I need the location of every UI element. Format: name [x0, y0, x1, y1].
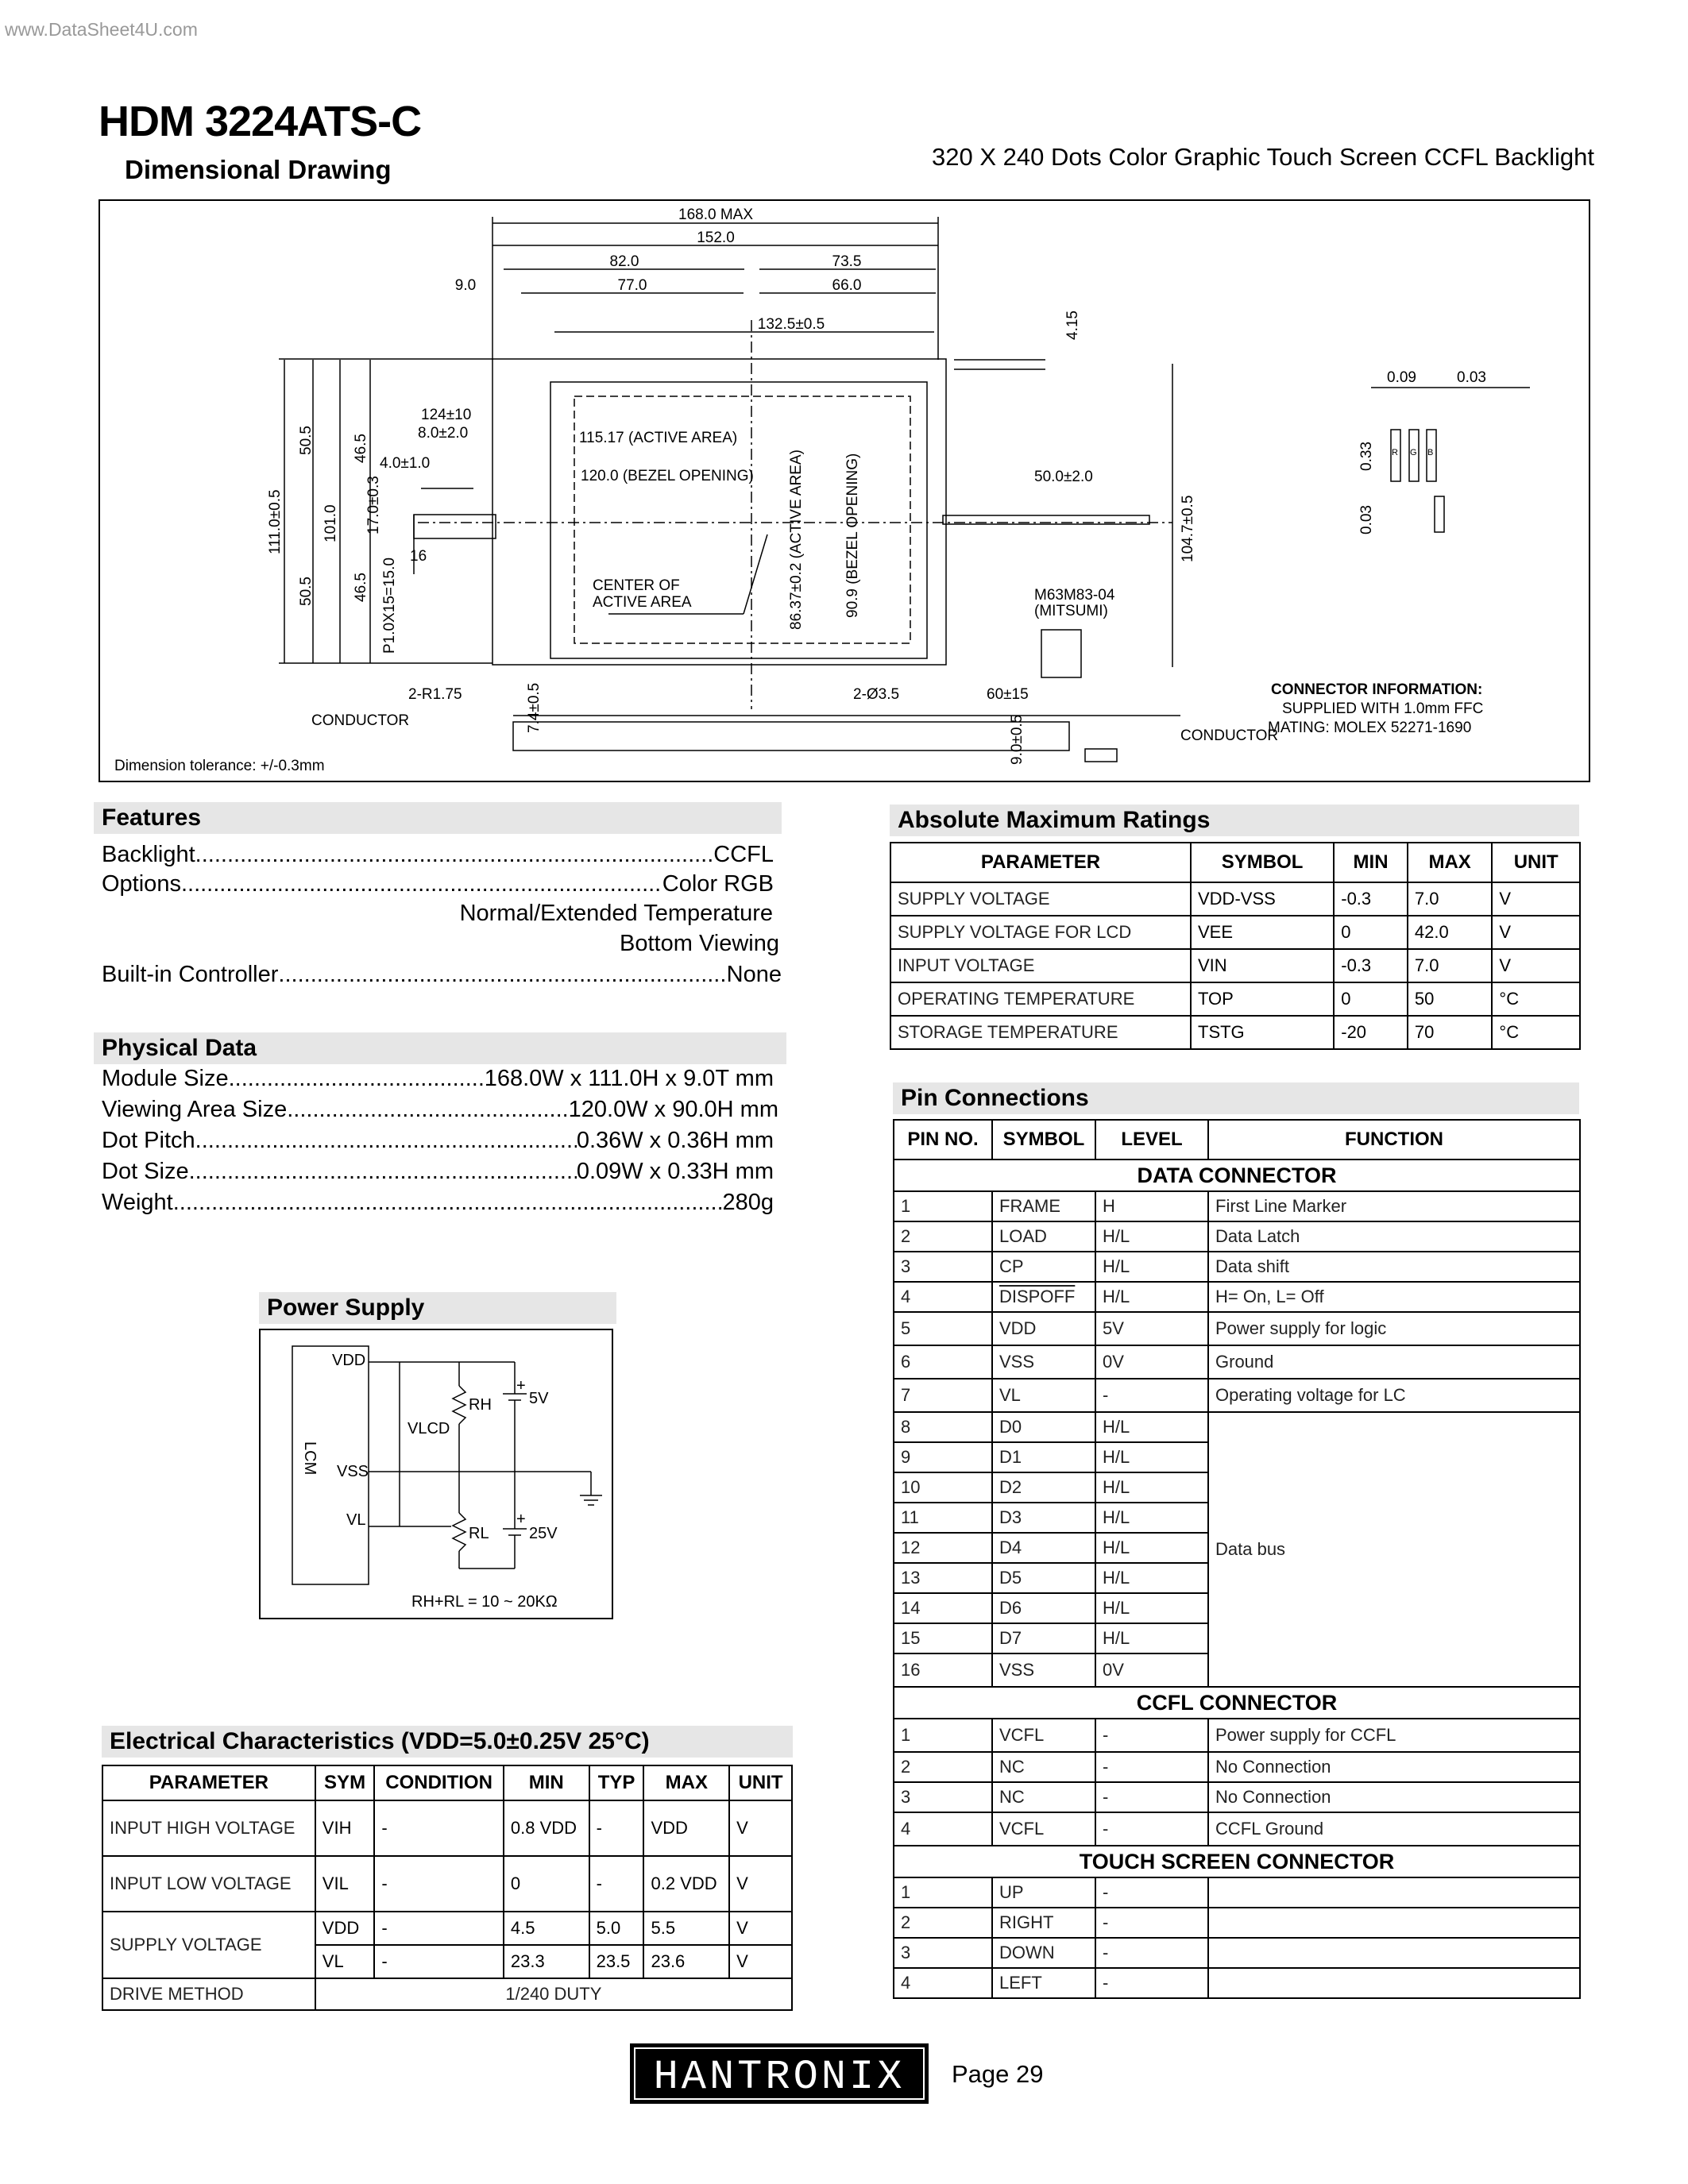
- dim-0-03: 0.03: [1457, 369, 1486, 386]
- table-row: 14 D6 H/L: [894, 1593, 1580, 1623]
- center-label-2: ACTIVE AREA: [593, 594, 692, 611]
- pins-table: PIN NO. SYMBOL LEVEL FUNCTION DATA CONNECTOR 1 FRAME H First Line Marker 2 LOAD H/L Data Latch 3 CP H/L Data shift 4 DISPOFF H/L H= On, L= Off 5 VDD 5V Power supply for logic 6 VSS 0V Ground 7 VL - Operating voltage for LC 8 D0 H/L Data bus 9 D1 H/L 10 D2 H/L 11 D3 H/L 12 D4 H/L 13 D5 H/L 14 D6 H/L 15 D7 H/L 16 VSS 0V CCFL CONNECTOR 1 VCFL - Power supply for CCFL 2 NC - No Connection 3 NC - No Connection 4 VCFL - CCFL Ground TOUCH SCREEN CONNECTOR 1 UP - 2 RIGHT - 3 DOWN - 4 LEFT -: [893, 1119, 1581, 1999]
- physical-heading: Physical Data: [94, 1032, 786, 1064]
- logo-svg: [630, 2043, 929, 2104]
- section-subtitle: Dimensional Drawing: [125, 155, 392, 184]
- connector-part: M63M83-04: [1034, 587, 1115, 604]
- connector-info-title: CONNECTOR INFORMATION:: [1271, 681, 1483, 698]
- dim-50-5-top: 50.5: [298, 426, 315, 455]
- table-row: STORAGE TEMPERATURE TSTG -20 70 °C: [890, 1016, 1580, 1049]
- power-heading: Power Supply: [259, 1292, 616, 1324]
- dim-0-09: 0.09: [1387, 369, 1416, 386]
- dim-bezel-h: 90.9 (BEZEL OPENING): [844, 453, 861, 618]
- table-row: SUPPLY VOLTAGE VDD - 4.5 5.0 5.5 V: [102, 1912, 792, 1945]
- table-row: 4 VCFL - CCFL Ground: [894, 1812, 1580, 1846]
- power-plus-2: +: [516, 1511, 526, 1528]
- table-row: INPUT VOLTAGE VIN -0.3 7.0 V: [890, 949, 1580, 982]
- table-row: INPUT LOW VOLTAGE VIL - 0 - 0.2 VDD V: [102, 1856, 792, 1912]
- power-rh: RH: [469, 1396, 492, 1414]
- dim-9-0: 9.0±0.5: [1009, 714, 1026, 765]
- pixel-r: R: [1392, 448, 1398, 457]
- table-row: 12 D4 H/L: [894, 1533, 1580, 1563]
- col-sym: SYM: [315, 1765, 375, 1800]
- connector-info-line2: MATING: MOLEX 52271-1690: [1268, 720, 1472, 736]
- table-row: 15 D7 H/L: [894, 1623, 1580, 1653]
- dim-4: 4.0±1.0: [380, 455, 431, 472]
- power-lcm: LCM: [301, 1441, 319, 1476]
- table-row: 4 LEFT -: [894, 1968, 1580, 1998]
- tolerance-note: Dimension tolerance: +/-0.3mm: [114, 758, 325, 774]
- table-row: SUPPLY VOLTAGE VDD-VSS -0.3 7.0 V: [890, 882, 1580, 916]
- dim-d3-5: 2-Ø3.5: [853, 686, 900, 703]
- dim-73-5: 73.5: [832, 253, 862, 270]
- drawing-svg: [100, 201, 1592, 784]
- col-min: MIN: [504, 1765, 589, 1800]
- dim-111: 111.0±0.5: [267, 489, 284, 554]
- feature-options-viewing: Bottom Viewing: [620, 931, 779, 956]
- dim-50-5-bot: 50.5: [298, 577, 315, 606]
- electrical-heading: Electrical Characteristics (VDD=5.0±0.25V 25°C): [102, 1726, 793, 1758]
- physical-row-pitch: Dot Pitch ..... 0.36W x 0.36H mm: [102, 1128, 774, 1154]
- power-svg: [261, 1330, 612, 1618]
- physical-row-module: Module Size ..... 168.0W x 111.0H x 9.0T mm: [102, 1066, 774, 1092]
- table-row: 13 D5 H/L: [894, 1563, 1580, 1593]
- table-row: 5 VDD 5V Power supply for logic: [894, 1312, 1580, 1345]
- absmax-heading: Absolute Maximum Ratings: [890, 805, 1579, 836]
- power-25v: 25V: [529, 1525, 558, 1542]
- power-rl: RL: [469, 1525, 489, 1542]
- dim-132-5: 132.5±0.5: [757, 316, 825, 333]
- power-vdd: VDD: [332, 1352, 366, 1369]
- physical-row-viewing: Viewing Area Size ..... 120.0W x 90.0H mm: [102, 1097, 778, 1123]
- table-row: SUPPLY VOLTAGE FOR LCD VEE 0 42.0 V: [890, 916, 1580, 949]
- pixel-b: B: [1427, 448, 1434, 457]
- table-row: 2 LOAD H/L Data Latch: [894, 1221, 1580, 1252]
- dim-0-03-b: 0.03: [1358, 505, 1375, 534]
- table-row: 2 RIGHT -: [894, 1908, 1580, 1938]
- table-row: 10 D2 H/L: [894, 1472, 1580, 1503]
- touch-connector-title: TOUCH SCREEN CONNECTOR: [894, 1846, 1580, 1877]
- power-diagram: [259, 1329, 613, 1619]
- dim-active-w: 115.17 (ACTIVE AREA): [579, 430, 738, 446]
- feature-row-backlight: Backlight ..... CCFL: [102, 842, 774, 868]
- product-tagline: 320 X 240 Dots Color Graphic Touch Screen CCFL Backlight: [932, 143, 1594, 171]
- table-row: 3 DOWN -: [894, 1938, 1580, 1968]
- col-typ: TYP: [589, 1765, 644, 1800]
- power-plus-1: +: [516, 1377, 526, 1395]
- table-row: 7 VL - Operating voltage for LC: [894, 1379, 1580, 1412]
- power-vss: VSS: [337, 1463, 369, 1480]
- table-row: 8 D0 H/L Data bus: [894, 1412, 1580, 1442]
- col-parameter: PARAMETER: [102, 1765, 315, 1800]
- feature-row-controller: Built-in Controller ..... None: [102, 962, 782, 988]
- electrical-table: [102, 1765, 793, 2011]
- table-row: 11 D3 H/L: [894, 1503, 1580, 1533]
- table-row: 3 CP H/L Data shift: [894, 1252, 1580, 1282]
- dim-66: 66.0: [832, 277, 862, 294]
- logo-text: HANTRONIX: [653, 2054, 906, 2101]
- dimensional-drawing: [98, 199, 1590, 782]
- dim-7-4: 7.4±0.5: [526, 682, 543, 733]
- features-heading: Features: [94, 802, 782, 834]
- page-number: Page 29: [952, 2060, 1044, 2088]
- power-formula: RH+RL = 10 ~ 20KΩ: [411, 1593, 558, 1611]
- table-row: VL - 23.3 23.5 23.6 V: [102, 1945, 792, 1978]
- col-condition: CONDITION: [374, 1765, 504, 1800]
- dim-50: 50.0±2.0: [1034, 469, 1093, 485]
- table-row: INPUT HIGH VOLTAGE VIH - 0.8 VDD - VDD V: [102, 1800, 792, 1856]
- feature-row-options: Options ..... Color RGB: [102, 871, 774, 897]
- dim-82: 82.0: [609, 253, 639, 270]
- hantronix-logo: [630, 2043, 929, 2104]
- feature-options-temp: Normal/Extended Temperature: [459, 901, 773, 926]
- dim-77: 77.0: [617, 277, 647, 294]
- dim-152: 152.0: [697, 230, 735, 246]
- conductor-left: CONDUCTOR: [311, 712, 410, 729]
- table-row: 2 NC - No Connection: [894, 1752, 1580, 1782]
- connector-maker: (MITSUMI): [1034, 603, 1108, 619]
- dim-168: 168.0 MAX: [678, 206, 753, 223]
- pins-heading: Pin Connections: [893, 1082, 1579, 1114]
- absmax-table: PARAMETER SYMBOL MIN MAX UNIT SUPPLY VOLTAGE VDD-VSS -0.3 7.0 V SUPPLY VOLTAGE FOR LCD VEE 0 42.0 V INPUT VOLTAGE VIN -0.3 7.0 V OPERATING TEMPERATURE TOP 0 50 °C STORAGE TEMPERATURE TSTG -20 70 °C: [890, 842, 1581, 1050]
- ccfl-connector-title: CCFL CONNECTOR: [894, 1687, 1580, 1719]
- power-vlcd: VLCD: [408, 1420, 450, 1437]
- center-label-1: CENTER OF: [593, 577, 680, 594]
- module-outline: [492, 359, 946, 665]
- bezel-outline: [550, 382, 927, 658]
- dim-101: 101.0: [323, 504, 339, 542]
- dim-active-h: 86.37±0.2 (ACTIVE AREA): [788, 450, 805, 630]
- data-connector-title: DATA CONNECTOR: [894, 1160, 1580, 1191]
- dim-4-15: 4.15: [1064, 311, 1081, 340]
- table-row: OPERATING TEMPERATURE TOP 0 50 °C: [890, 982, 1580, 1016]
- dim-60: 60±15: [987, 686, 1029, 703]
- dim-46-5-top: 46.5: [353, 434, 369, 463]
- table-row: DRIVE METHOD 1/240 DUTY: [102, 1978, 792, 2010]
- dim-8: 8.0±2.0: [418, 425, 469, 442]
- dim-bezel-w: 120.0 (BEZEL OPENING): [581, 468, 754, 484]
- table-row: 16 VSS 0V: [894, 1653, 1580, 1687]
- dim-124: 124±10: [421, 407, 472, 423]
- dim-17: 17.0±0.3: [365, 476, 382, 534]
- dim-9: 9.0: [454, 277, 477, 294]
- pixel-g: G: [1410, 448, 1417, 457]
- dim-104-7: 104.7±0.5: [1180, 495, 1196, 562]
- table-row: 1 UP -: [894, 1877, 1580, 1908]
- table-row: 1 VCFL - Power supply for CCFL: [894, 1719, 1580, 1752]
- table-row: 6 VSS 0V Ground: [894, 1345, 1580, 1379]
- dim-r1-75: 2-R1.75: [408, 686, 462, 703]
- physical-row-weight: Weight ..... 280g: [102, 1190, 774, 1216]
- col-unit: UNIT: [729, 1765, 792, 1800]
- conductor-right: CONDUCTOR: [1180, 727, 1279, 744]
- databus-label: Data bus: [1208, 1412, 1580, 1687]
- table-row: 4 DISPOFF H/L H= On, L= Off: [894, 1282, 1580, 1312]
- table-row: 1 FRAME H First Line Marker: [894, 1191, 1580, 1221]
- physical-row-dotsize: Dot Size ..... 0.09W x 0.33H mm: [102, 1159, 774, 1185]
- dim-16: 16: [410, 548, 427, 565]
- connector-info-line1: SUPPLIED WITH 1.0mm FFC: [1282, 700, 1484, 717]
- dim-46-5-bot: 46.5: [353, 573, 369, 602]
- table-row: 3 NC - No Connection: [894, 1782, 1580, 1812]
- dim-0-33: 0.33: [1358, 442, 1375, 471]
- watermark: www.DataSheet4U.com: [5, 19, 198, 40]
- col-max: MAX: [643, 1765, 729, 1800]
- power-vl: VL: [346, 1511, 366, 1529]
- page-title: HDM 3224ATS-C: [98, 98, 422, 145]
- dim-pitch: P1.0X15=15.0: [381, 558, 398, 654]
- table-row: 9 D1 H/L: [894, 1442, 1580, 1472]
- power-5v: 5V: [529, 1390, 549, 1407]
